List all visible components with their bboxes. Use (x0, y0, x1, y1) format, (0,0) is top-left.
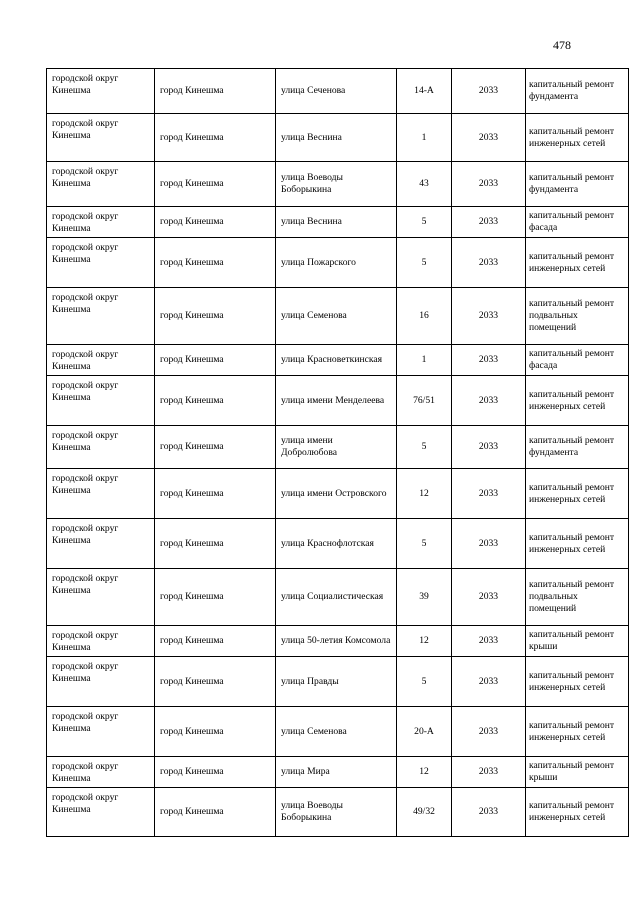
street-cell: улица Семенова (276, 288, 397, 345)
table-row (47, 376, 629, 426)
year-cell: 2033 (452, 519, 526, 569)
work-type-cell: капитальный ремонт инженерных сетей (526, 469, 629, 519)
year-cell: 2033 (452, 569, 526, 626)
district-cell: городской округ Кинешма (47, 788, 155, 837)
city-cell: город Кинешма (155, 376, 276, 426)
year-cell: 2033 (452, 788, 526, 837)
street-cell: улица Правды (276, 657, 397, 707)
district-cell: городской округ Кинешма (47, 376, 155, 426)
house-cell: 5 (397, 426, 452, 469)
district-cell: городской округ Кинешма (47, 238, 155, 288)
district-cell: городской округ Кинешма (47, 207, 155, 238)
street-cell: улица Веснина (276, 114, 397, 162)
work-type-cell: капитальный ремонт инженерных сетей (526, 707, 629, 757)
year-cell: 2033 (452, 207, 526, 238)
city-cell: город Кинешма (155, 238, 276, 288)
table-row (47, 238, 629, 288)
city-cell: город Кинешма (155, 569, 276, 626)
work-type-cell: капитальный ремонт инженерных сетей (526, 657, 629, 707)
year-cell: 2033 (452, 657, 526, 707)
year-cell: 2033 (452, 345, 526, 376)
street-cell: улица имени Островского (276, 469, 397, 519)
table-row (47, 426, 629, 469)
district-cell: городской округ Кинешма (47, 757, 155, 788)
house-cell: 14-А (397, 69, 452, 114)
year-cell: 2033 (452, 469, 526, 519)
city-cell: город Кинешма (155, 207, 276, 238)
year-cell: 2033 (452, 707, 526, 757)
table-row (47, 707, 629, 757)
street-cell: улица Краснофлотская (276, 519, 397, 569)
district-cell: городской округ Кинешма (47, 626, 155, 657)
street-cell: улица Красноветкинская (276, 345, 397, 376)
street-cell: улица Воеводы Боборыкина (276, 162, 397, 207)
street-cell: улица Мира (276, 757, 397, 788)
table-row (47, 162, 629, 207)
work-type-cell: капитальный ремонт инженерных сетей (526, 238, 629, 288)
year-cell: 2033 (452, 162, 526, 207)
house-cell: 39 (397, 569, 452, 626)
year-cell: 2033 (452, 69, 526, 114)
table-row (47, 626, 629, 657)
city-cell: город Кинешма (155, 345, 276, 376)
page-number: 478 (553, 38, 571, 52)
city-cell: город Кинешма (155, 657, 276, 707)
city-cell: город Кинешма (155, 519, 276, 569)
house-cell: 43 (397, 162, 452, 207)
city-cell: город Кинешма (155, 788, 276, 837)
street-cell: улица Семенова (276, 707, 397, 757)
city-cell: город Кинешма (155, 757, 276, 788)
house-cell: 5 (397, 207, 452, 238)
table-row (47, 469, 629, 519)
house-cell: 20-А (397, 707, 452, 757)
city-cell: город Кинешма (155, 288, 276, 345)
table-row (47, 519, 629, 569)
street-cell: улица Пожарского (276, 238, 397, 288)
district-cell: городской округ Кинешма (47, 114, 155, 162)
year-cell: 2033 (452, 114, 526, 162)
table-row (47, 345, 629, 376)
city-cell: город Кинешма (155, 114, 276, 162)
year-cell: 2033 (452, 626, 526, 657)
city-cell: город Кинешма (155, 469, 276, 519)
house-cell: 1 (397, 345, 452, 376)
house-cell: 16 (397, 288, 452, 345)
table-row (47, 757, 629, 788)
city-cell: город Кинешма (155, 426, 276, 469)
work-type-cell: капитальный ремонт подвальных помещений (526, 569, 629, 626)
city-cell: город Кинешма (155, 626, 276, 657)
district-cell: городской округ Кинешма (47, 288, 155, 345)
house-cell: 12 (397, 469, 452, 519)
house-cell: 76/51 (397, 376, 452, 426)
repair-schedule-table (46, 68, 629, 837)
table-row (47, 207, 629, 238)
street-cell: улица Воеводы Боборыкина (276, 788, 397, 837)
work-type-cell: капитальный ремонт инженерных сетей (526, 376, 629, 426)
street-cell: улица Веснина (276, 207, 397, 238)
work-type-cell: капитальный ремонт крыши (526, 626, 629, 657)
table-row (47, 69, 629, 114)
work-type-cell: капитальный ремонт инженерных сетей (526, 519, 629, 569)
street-cell: улица 50-летия Комсомола (276, 626, 397, 657)
work-type-cell: капитальный ремонт фасада (526, 345, 629, 376)
year-cell: 2033 (452, 238, 526, 288)
district-cell: городской округ Кинешма (47, 657, 155, 707)
year-cell: 2033 (452, 376, 526, 426)
house-cell: 12 (397, 626, 452, 657)
year-cell: 2033 (452, 757, 526, 788)
work-type-cell: капитальный ремонт подвальных помещений (526, 288, 629, 345)
house-cell: 5 (397, 657, 452, 707)
work-type-cell: капитальный ремонт фундамента (526, 69, 629, 114)
work-type-cell: капитальный ремонт фасада (526, 207, 629, 238)
table-row (47, 657, 629, 707)
district-cell: городской округ Кинешма (47, 345, 155, 376)
work-type-cell: капитальный ремонт фундамента (526, 162, 629, 207)
district-cell: городской округ Кинешма (47, 569, 155, 626)
table-row (47, 788, 629, 837)
year-cell: 2033 (452, 288, 526, 345)
city-cell: город Кинешма (155, 69, 276, 114)
house-cell: 5 (397, 238, 452, 288)
street-cell: улица имени Добролюбова (276, 426, 397, 469)
district-cell: городской округ Кинешма (47, 469, 155, 519)
district-cell: городской округ Кинешма (47, 69, 155, 114)
street-cell: улица Социалистическая (276, 569, 397, 626)
house-cell: 49/32 (397, 788, 452, 837)
work-type-cell: капитальный ремонт фундамента (526, 426, 629, 469)
work-type-cell: капитальный ремонт инженерных сетей (526, 788, 629, 837)
district-cell: городской округ Кинешма (47, 519, 155, 569)
district-cell: городской округ Кинешма (47, 162, 155, 207)
house-cell: 1 (397, 114, 452, 162)
district-cell: городской округ Кинешма (47, 426, 155, 469)
work-type-cell: капитальный ремонт крыши (526, 757, 629, 788)
house-cell: 5 (397, 519, 452, 569)
street-cell: улица имени Менделеева (276, 376, 397, 426)
work-type-cell: капитальный ремонт инженерных сетей (526, 114, 629, 162)
street-cell: улица Сеченова (276, 69, 397, 114)
year-cell: 2033 (452, 426, 526, 469)
house-cell: 12 (397, 757, 452, 788)
table-row (47, 288, 629, 345)
table-row (47, 569, 629, 626)
city-cell: город Кинешма (155, 707, 276, 757)
district-cell: городской округ Кинешма (47, 707, 155, 757)
table-row (47, 114, 629, 162)
city-cell: город Кинешма (155, 162, 276, 207)
